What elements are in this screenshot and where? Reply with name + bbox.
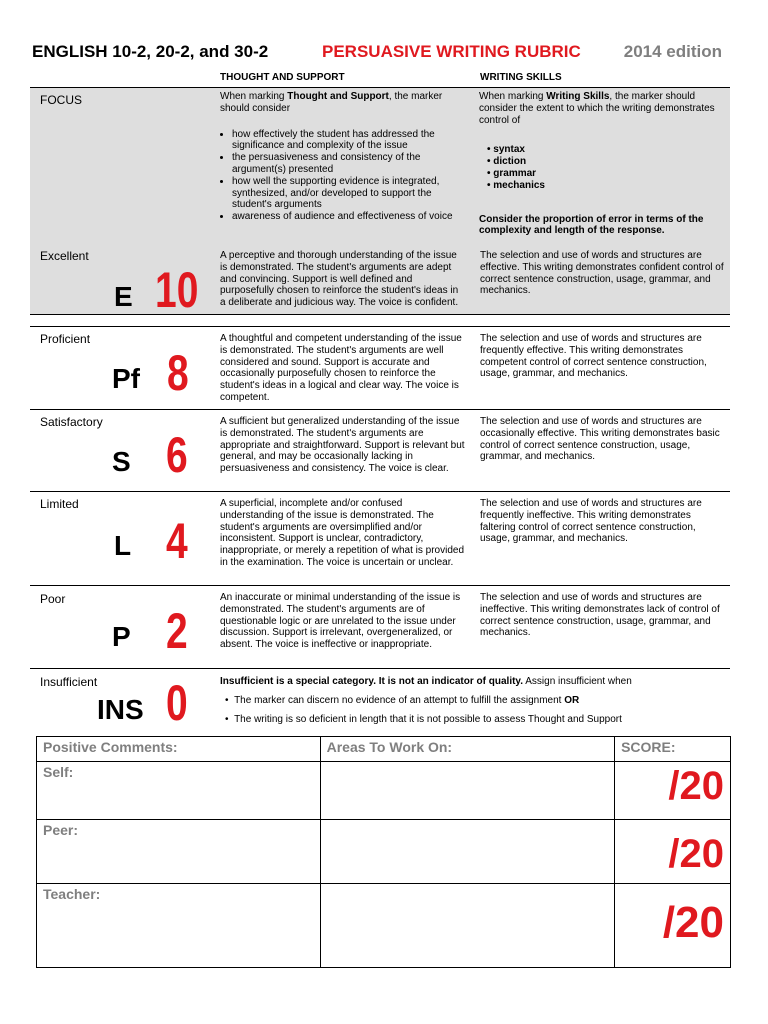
level-name-insufficient: Insufficient xyxy=(40,675,98,689)
teacher-score: /20 xyxy=(662,897,724,947)
list-item: • how well the supporting evidence is integrated, synthesized, and/or developed to support the student's arguments xyxy=(232,176,465,211)
list-item: • awareness of audience and effectiveness of voice xyxy=(232,211,465,223)
row-divider xyxy=(30,326,730,327)
table-header-row xyxy=(37,737,731,762)
header-positive-comments: Positive Comments: xyxy=(37,737,321,762)
row-divider xyxy=(30,491,730,492)
thought-satisfactory: A sufficient but generalized understanding of the issue is demonstrated. The student's arguments are appropriate and straightforward. Support is relevant but general, and may be occasionally lacking in persuasiveness and consistency. The voice is clear. xyxy=(220,416,465,475)
level-score-satisfactory: 6 xyxy=(166,427,188,483)
table-row xyxy=(37,762,731,820)
course-title: ENGLISH 10-2, 20-2, and 30-2 xyxy=(32,42,269,61)
edition-label: 2014 edition xyxy=(623,42,722,61)
self-score: /20 xyxy=(668,764,724,809)
focus-writing-intro: When marking Writing Skills, the marker should consider the extent to which the writing demonstrates control of xyxy=(479,91,715,126)
list-item: • grammar xyxy=(487,167,537,179)
teacher-areas-cell[interactable] xyxy=(320,883,614,967)
list-item: • syntax xyxy=(487,144,525,156)
row-divider xyxy=(30,585,730,586)
self-score-cell[interactable] xyxy=(615,762,731,820)
level-letter-insufficient: INS xyxy=(97,694,144,725)
teacher-score-cell[interactable] xyxy=(615,883,731,967)
level-score-excellent: 10 xyxy=(155,262,199,318)
column-header-writing: WRITING SKILLS xyxy=(480,72,562,83)
row-label-self: Self: xyxy=(43,764,74,781)
focus-thought-list xyxy=(220,129,465,223)
level-letter-proficient: Pf xyxy=(112,363,140,394)
level-score-poor: 2 xyxy=(166,603,188,659)
level-name-poor: Poor xyxy=(40,592,66,606)
list-item: • mechanics xyxy=(487,179,545,191)
teacher-comment-cell[interactable] xyxy=(37,883,321,967)
writing-excellent: The selection and use of words and structures are effective. This writing demonstrates confident control of correct sentence construction, usage, grammar, and mechanics. xyxy=(480,250,724,297)
column-header-thought: THOUGHT AND SUPPORT xyxy=(220,72,345,83)
row-label-teacher: Teacher: xyxy=(43,885,101,902)
level-letter-poor: P xyxy=(112,621,131,652)
table-row xyxy=(37,883,731,967)
level-letter-satisfactory: S xyxy=(112,446,131,477)
focus-writing-list xyxy=(479,144,724,191)
insufficient-description xyxy=(220,672,725,729)
peer-areas-cell[interactable] xyxy=(320,820,614,883)
writing-poor: The selection and use of words and structures are ineffective. This writing demonstrates lack of control of correct sentence construction, usage, grammar, and mechanics. xyxy=(480,592,720,639)
header-score: SCORE: xyxy=(615,737,731,762)
self-comment-cell[interactable] xyxy=(37,762,321,820)
focus-thought-cell xyxy=(220,91,465,223)
level-name-proficient: Proficient xyxy=(40,332,91,346)
row-divider xyxy=(30,668,730,669)
row-divider xyxy=(30,409,730,410)
page-header xyxy=(32,42,732,66)
peer-comment-cell[interactable] xyxy=(37,820,321,883)
level-score-limited: 4 xyxy=(166,513,188,569)
list-item: • The writing is so deficient in length that it is not possible to assess Thought and Support xyxy=(225,714,622,725)
focus-label: FOCUS xyxy=(40,93,82,107)
list-item: • diction xyxy=(487,156,527,168)
self-areas-cell[interactable] xyxy=(320,762,614,820)
thought-excellent: A perceptive and thorough understanding of the issue is demonstrated. The student's arguments are adept and convincing. Support is well defined and purposefully chosen to reinforce the student's ideas in a deliberate and judicious way. The voice is confident. xyxy=(220,250,459,309)
list-item: • the persuasiveness and consistency of the argument(s) presented xyxy=(232,152,465,176)
focus-writing-note: Consider the proportion of error in terms of the complexity and length of the response. xyxy=(479,213,704,237)
row-label-peer: Peer: xyxy=(43,822,79,839)
level-name-excellent: Excellent xyxy=(40,249,89,263)
writing-proficient: The selection and use of words and structures are frequently effective. This writing demonstrates competent control of correct sentence construction, usage, grammar, and mechanics. xyxy=(480,333,707,380)
insufficient-lead: Insufficient is a special category. It is not an indicator of quality. Assign insufficient when xyxy=(220,676,632,687)
peer-score-cell[interactable] xyxy=(615,820,731,883)
level-letter-excellent: E xyxy=(114,281,133,312)
level-name-satisfactory: Satisfactory xyxy=(40,415,103,429)
level-name-limited: Limited xyxy=(40,497,79,511)
peer-score: /20 xyxy=(668,832,724,877)
writing-satisfactory: The selection and use of words and structures are occasionally effective. This writing demonstrates basic control of correct sentence construction, usage, grammar, and mechanics. xyxy=(480,416,720,463)
focus-thought-intro: When marking Thought and Support, the marker should consider xyxy=(220,91,443,114)
thought-limited: A superficial, incomplete and/or confused understanding of the issue is demonstrated. The student's arguments are oversimplified and/or inconsistent. Support is unclear, contradictory, inappropriate, or merely a repetition of what is provided in the examination. The voice is uncertain or unclear. xyxy=(220,498,465,568)
level-score-proficient: 8 xyxy=(167,345,189,401)
thought-proficient: A thoughtful and competent understanding of the issue is demonstrated. The student's arguments are well considered and sound. Support is accurate and occasionally purposefully chosen to reinforce the student's ideas in a logical and clear way. The voice is competent. xyxy=(220,333,462,403)
focus-writing-cell xyxy=(479,91,724,237)
header-areas-to-work-on: Areas To Work On: xyxy=(320,737,614,762)
list-item: • how effectively the student has addressed the significance and complexity of the issue xyxy=(232,129,465,153)
rubric-title: PERSUASIVE WRITING RUBRIC xyxy=(322,42,581,61)
level-letter-limited: L xyxy=(114,530,132,561)
writing-limited: The selection and use of words and structures are frequently ineffective. This writing demonstrates faltering control of correct sentence construction, usage, grammar, and mechanics. xyxy=(480,498,702,545)
level-score-insufficient: 0 xyxy=(166,675,188,731)
thought-poor: An inaccurate or minimal understanding of the issue is demonstrated. The student's arguments are of questionable logic or are unrelated to the issue under discussion. Support is irrelevant, overgeneralized, or absent. The voice is ineffective or inappropriate. xyxy=(220,592,461,651)
list-item: • The marker can discern no evidence of an attempt to fulfill the assignment OR xyxy=(225,695,580,706)
table-row xyxy=(37,820,731,883)
comments-table xyxy=(36,736,731,968)
